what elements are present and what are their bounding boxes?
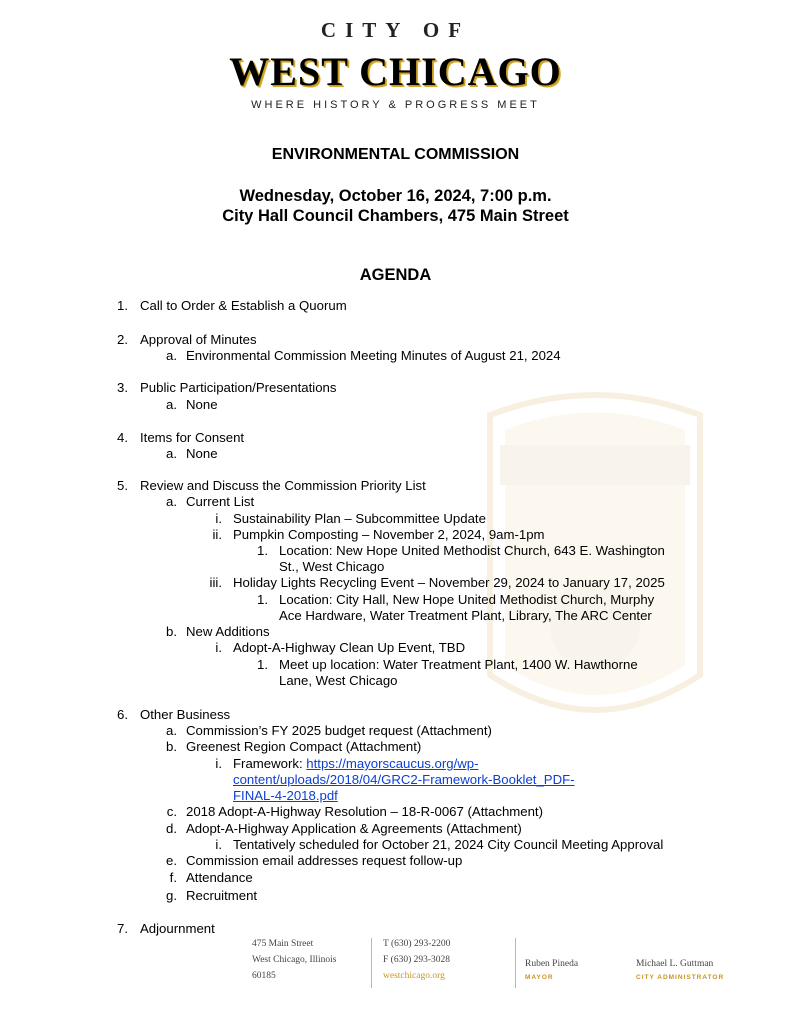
- item-number: f.: [169, 870, 177, 885]
- agenda-title: AGENDA: [359, 266, 432, 284]
- footer-divider: [515, 938, 516, 988]
- agenda-subitem: Commission email addresses request follow-up: [186, 853, 463, 868]
- agenda-detail: Location: City Hall, New Hope United Methodist Church, Murphy: [279, 592, 655, 607]
- agenda-item: Review and Discuss the Commission Priority List: [140, 478, 426, 493]
- agenda-item: Adjournment: [140, 921, 215, 936]
- item-number: i.: [215, 756, 222, 771]
- logo-city-name: WEST CHICAGO: [229, 49, 562, 94]
- meeting-date-time: Wednesday, October 16, 2024, 7:00 p.m.: [239, 187, 552, 205]
- framework-link[interactable]: content/uploads/2018/04/GRC2-Framework-Booklet_PDF-: [233, 772, 575, 787]
- agenda-subsubitem: Tentatively scheduled for October 21, 2024 City Council Meeting Approval: [233, 837, 664, 852]
- item-number: 4.: [117, 430, 128, 445]
- city-seal-watermark: [470, 375, 720, 745]
- website-link[interactable]: westchicago.org: [383, 971, 445, 981]
- item-number: i.: [215, 640, 222, 655]
- item-number: 2.: [117, 332, 128, 347]
- framework-line: [233, 756, 479, 772]
- mayor-title: MAYOR: [525, 974, 554, 981]
- fax-number: F (630) 293-3028: [383, 955, 451, 965]
- administrator-title: CITY ADMINISTRATOR: [636, 974, 725, 981]
- mayor-name: Ruben Pineda: [525, 959, 579, 969]
- agenda-subitem: Adopt-A-Highway Application & Agreements (Attachment): [186, 821, 522, 836]
- agenda-item: Items for Consent: [140, 430, 245, 445]
- agenda-item: Public Participation/Presentations: [140, 380, 337, 395]
- agenda-subitem: Attendance: [186, 870, 253, 885]
- item-number: 5.: [117, 478, 128, 493]
- meeting-location: City Hall Council Chambers, 475 Main Street: [222, 207, 569, 225]
- agenda-subsubitem: Sustainability Plan – Subcommittee Update: [233, 511, 486, 526]
- agenda-subitem: Greenest Region Compact (Attachment): [186, 739, 422, 754]
- item-number: a.: [166, 348, 177, 363]
- item-number: b.: [166, 739, 177, 754]
- phone-number: T (630) 293-2200: [383, 939, 451, 949]
- agenda-detail: Meet up location: Water Treatment Plant, 1400 W. Hawthorne: [279, 657, 638, 672]
- agenda-detail: Location: New Hope United Methodist Church, 643 E. Washington: [279, 543, 665, 558]
- agenda-subitem: Environmental Commission Meeting Minutes of August 21, 2024: [186, 348, 561, 363]
- agenda-item: Call to Order & Establish a Quorum: [140, 298, 347, 313]
- item-number: 7.: [117, 921, 128, 936]
- footer-administrator: [636, 958, 724, 984]
- item-number: 1.: [257, 657, 268, 672]
- footer-contact: [383, 936, 450, 984]
- item-number: c.: [166, 804, 177, 819]
- agenda-subitem: 2018 Adopt-A-Highway Resolution – 18-R-0067 (Attachment): [186, 804, 543, 819]
- item-number: g.: [166, 888, 177, 903]
- commission-title: ENVIRONMENTAL COMMISSION: [271, 146, 520, 163]
- item-number: ii.: [212, 527, 222, 542]
- address-zip: 60185: [252, 971, 276, 981]
- framework-label: Framework:: [233, 756, 307, 771]
- item-number: b.: [166, 624, 177, 639]
- item-number: i.: [215, 837, 222, 852]
- agenda-subitem: Recruitment: [186, 888, 258, 903]
- agenda-subitem: Current List: [186, 494, 255, 509]
- item-number: 1.: [257, 543, 268, 558]
- item-number: 1.: [257, 592, 268, 607]
- item-number: a.: [166, 723, 177, 738]
- agenda-subitem: None: [186, 397, 218, 412]
- agenda-item: Other Business: [140, 707, 231, 722]
- item-number: 3.: [117, 380, 128, 395]
- item-number: 1.: [117, 298, 128, 313]
- agenda-subitem: New Additions: [186, 624, 270, 639]
- agenda-subsubitem: Pumpkin Composting – November 2, 2024, 9am-1pm: [233, 527, 545, 542]
- address-city: West Chicago, Illinois: [252, 955, 337, 965]
- footer-mayor: [525, 958, 578, 984]
- item-number: i.: [215, 511, 222, 526]
- item-number: d.: [166, 821, 177, 836]
- footer-address: [252, 936, 336, 984]
- footer-divider: [371, 938, 372, 988]
- logo-tagline: WHERE HISTORY & PROGRESS MEET: [251, 99, 540, 111]
- agenda-subitem: Commission’s FY 2025 budget request (Attachment): [186, 723, 492, 738]
- agenda-detail: Lane, West Chicago: [279, 673, 398, 688]
- agenda-subsubitem: Holiday Lights Recycling Event – November 29, 2024 to January 17, 2025: [233, 575, 665, 590]
- framework-link[interactable]: FINAL-4-2018.pdf: [233, 788, 338, 803]
- item-number: 6.: [117, 707, 128, 722]
- framework-link[interactable]: https://mayorscaucus.org/wp-: [306, 756, 479, 771]
- address-street: 475 Main Street: [252, 939, 314, 949]
- agenda-subitem: None: [186, 446, 218, 461]
- item-number: a.: [166, 446, 177, 461]
- agenda-item: Approval of Minutes: [140, 332, 257, 347]
- item-number: a.: [166, 397, 177, 412]
- logo-city-of: CITY OF: [320, 18, 471, 42]
- item-number: e.: [166, 853, 177, 868]
- administrator-name: Michael L. Guttman: [636, 959, 714, 969]
- agenda-detail: St., West Chicago: [279, 559, 385, 574]
- agenda-detail: Ace Hardware, Water Treatment Plant, Library, The ARC Center: [279, 608, 652, 623]
- agenda-subsubitem: Adopt-A-Highway Clean Up Event, TBD: [233, 640, 466, 655]
- item-number: a.: [166, 494, 177, 509]
- item-number: iii.: [209, 575, 222, 590]
